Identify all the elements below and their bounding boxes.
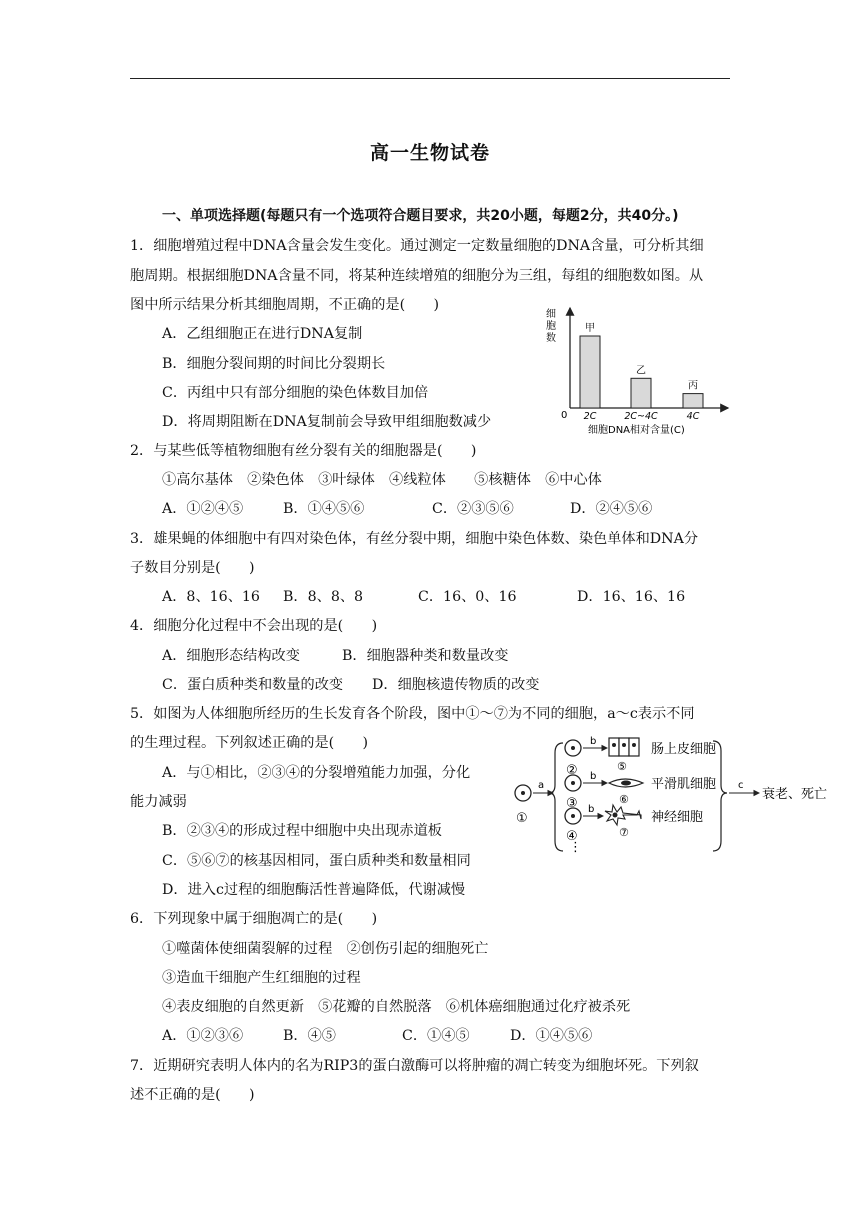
q5-stem-line2: 的生理过程。下列叙述正确的是( ) [130,735,369,751]
cell-6-label: ⑥ [619,793,629,806]
q6-items-line2: ③造血干细胞产生红细胞的过程 [162,970,361,986]
header-rule [130,78,730,79]
section-heading: 一、单项选择题(每题只有一个选项符合题目要求，共20小题，每题2分，共40分。) [162,208,679,224]
bar-1 [580,336,600,408]
q5-option-a-line2: 能力减弱 [130,794,187,810]
q5-option-c: C．⑤⑥⑦的核基因相同，蛋白质种类和数量相同 [162,853,471,869]
senescence-text: 衰老、死亡 [762,787,828,802]
bar-3 [683,394,703,408]
bar-label-2: 乙 [636,365,646,377]
chart-ylabel-3: 数 [546,333,556,344]
q4-option-a: A．细胞形态结构改变 [162,648,300,664]
process-b-label-2: b [590,771,597,782]
cell-3-label: ③ [566,796,578,811]
q2-option-d: D．②④⑤⑥ [570,501,653,517]
x-tick-label-1: 2C [583,411,597,422]
q3-option-b: B．8、8、8 [283,589,364,605]
q3-option-c: C．16、0、16 [418,589,517,605]
smooth-muscle-text: 平滑肌细胞 [651,777,717,792]
q1-stem-line1: 1．细胞增殖过程中DNA含量会发生变化。通过测定一定数量细胞的DNA含量，可分析其细 [130,238,704,254]
process-b-label-1: b [590,736,597,747]
cell-7-label: ⑦ [619,826,629,839]
q1-option-a: A．乙组细胞正在进行DNA复制 [162,326,363,342]
q6-option-b: B．④⑤ [283,1028,336,1044]
q5-option-b: B．②③④的形成过程中细胞中央出现赤道板 [162,823,442,839]
q5-option-a-line1: A．与①相比，②③④的分裂增殖能力加强，分化 [162,765,471,781]
q4-option-b: B．细胞器种类和数量改变 [342,648,509,664]
chart-ylabel-1: 细 [546,309,556,320]
q5-option-d: D．进入c过程的细胞酶活性普遍降低，代谢减慢 [162,882,466,898]
left-brace [549,743,563,851]
process-b-label-3: b [588,804,595,815]
cell-2-label: ② [566,763,578,778]
q2-option-b: B．①④⑤⑥ [283,501,365,517]
q2-stem: 2．与某些低等植物细胞有丝分裂有关的细胞器是( ) [130,443,477,459]
bar-label-3: 丙 [688,380,698,392]
q1-option-b: B．细胞分裂间期的时间比分裂期长 [162,356,386,372]
q7-stem-line1: 7．近期研究表明人体内的名为RIP3的蛋白激酶可以将肿瘤的凋亡转变为细胞坏死。下列叙 [130,1058,699,1074]
q1-stem-line3: 图中所示结果分析其细胞周期，不正确的是( ) [130,297,440,313]
intestinal-epithelial-cell-icon [609,738,639,756]
q5-stem-line1: 5．如图为人体细胞所经历的生长发育各个阶段，图中①～⑦为不同的细胞，a～c表示不同 [130,706,695,722]
q1-option-c: C．丙组中只有部分细胞的染色体数目加倍 [162,385,429,401]
neuron-cell-icon [605,805,641,825]
q6-stem: 6．下列现象中属于细胞凋亡的是( ) [130,911,378,927]
chart-xlabel: 细胞DNA相对含量(C) [588,425,685,436]
q6-items-line1: ①噬菌体使细菌裂解的过程 ②创伤引起的细胞死亡 [162,941,489,957]
q4-option-d: D．细胞核遗传物质的改变 [372,677,540,693]
smooth-muscle-cell-icon [609,779,643,787]
more-cells-dots: ⋮ [569,840,582,855]
q6-option-c: C．①④⑤ [402,1028,470,1044]
q4-stem: 4．细胞分化过程中不会出现的是( ) [130,618,378,634]
q1-option-d: D．将周期阻断在DNA复制前会导致甲组细胞数减少 [162,414,492,430]
q3-option-a: A．8、16、16 [162,589,260,605]
q3-option-d: D．16、16、16 [577,589,686,605]
cell-development-diagram [505,733,835,858]
process-a-label: a [538,780,545,791]
x-tick-label-3: 4C [686,411,700,422]
q2-items: ①高尔基体 ②染色体 ③叶绿体 ④线粒体 ⑤核糖体 ⑥中心体 [162,472,602,488]
cell-5-label: ⑤ [617,760,627,773]
intestinal-cell-text: 肠上皮细胞 [651,742,717,757]
bar-label-1: 甲 [585,323,595,334]
q3-stem-line1: 3．雄果蝇的体细胞中有四对染色体，有丝分裂中期，细胞中染色体数、染色单体和DNA分 [130,531,699,547]
right-brace [713,741,727,851]
cell-1-label: ① [516,811,528,826]
process-c-label: c [738,780,744,791]
q1-stem-line2: 胞周期。根据细胞DNA含量不同，将某种连续增殖的细胞分为三组，每组的细胞数如图。从 [130,268,704,284]
page-title: 高一生物试卷 [369,142,490,164]
q6-option-a: A．①②③⑥ [162,1028,244,1044]
q2-option-a: A．①②④⑤ [162,501,244,517]
q3-stem-line2: 子数目分别是( ) [130,560,255,576]
q7-stem-line2: 述不正确的是( ) [130,1087,255,1103]
bar-2 [631,378,651,408]
chart-ylabel-2: 胞 [546,321,556,332]
cell-4-label: ④ [566,829,578,844]
neuron-text: 神经细胞 [651,810,704,825]
chart-origin: 0 [561,410,568,421]
q6-items-line3: ④表皮细胞的自然更新 ⑤花瓣的自然脱落 ⑥机体癌细胞通过化疗被杀死 [162,999,631,1015]
x-tick-label-2: 2C~4C [624,411,658,422]
dna-content-bar-chart [540,300,740,445]
q2-option-c: C．②③⑤⑥ [432,501,514,517]
q4-option-c: C．蛋白质种类和数量的改变 [162,677,344,693]
q6-option-d: D．①④⑤⑥ [510,1028,593,1044]
